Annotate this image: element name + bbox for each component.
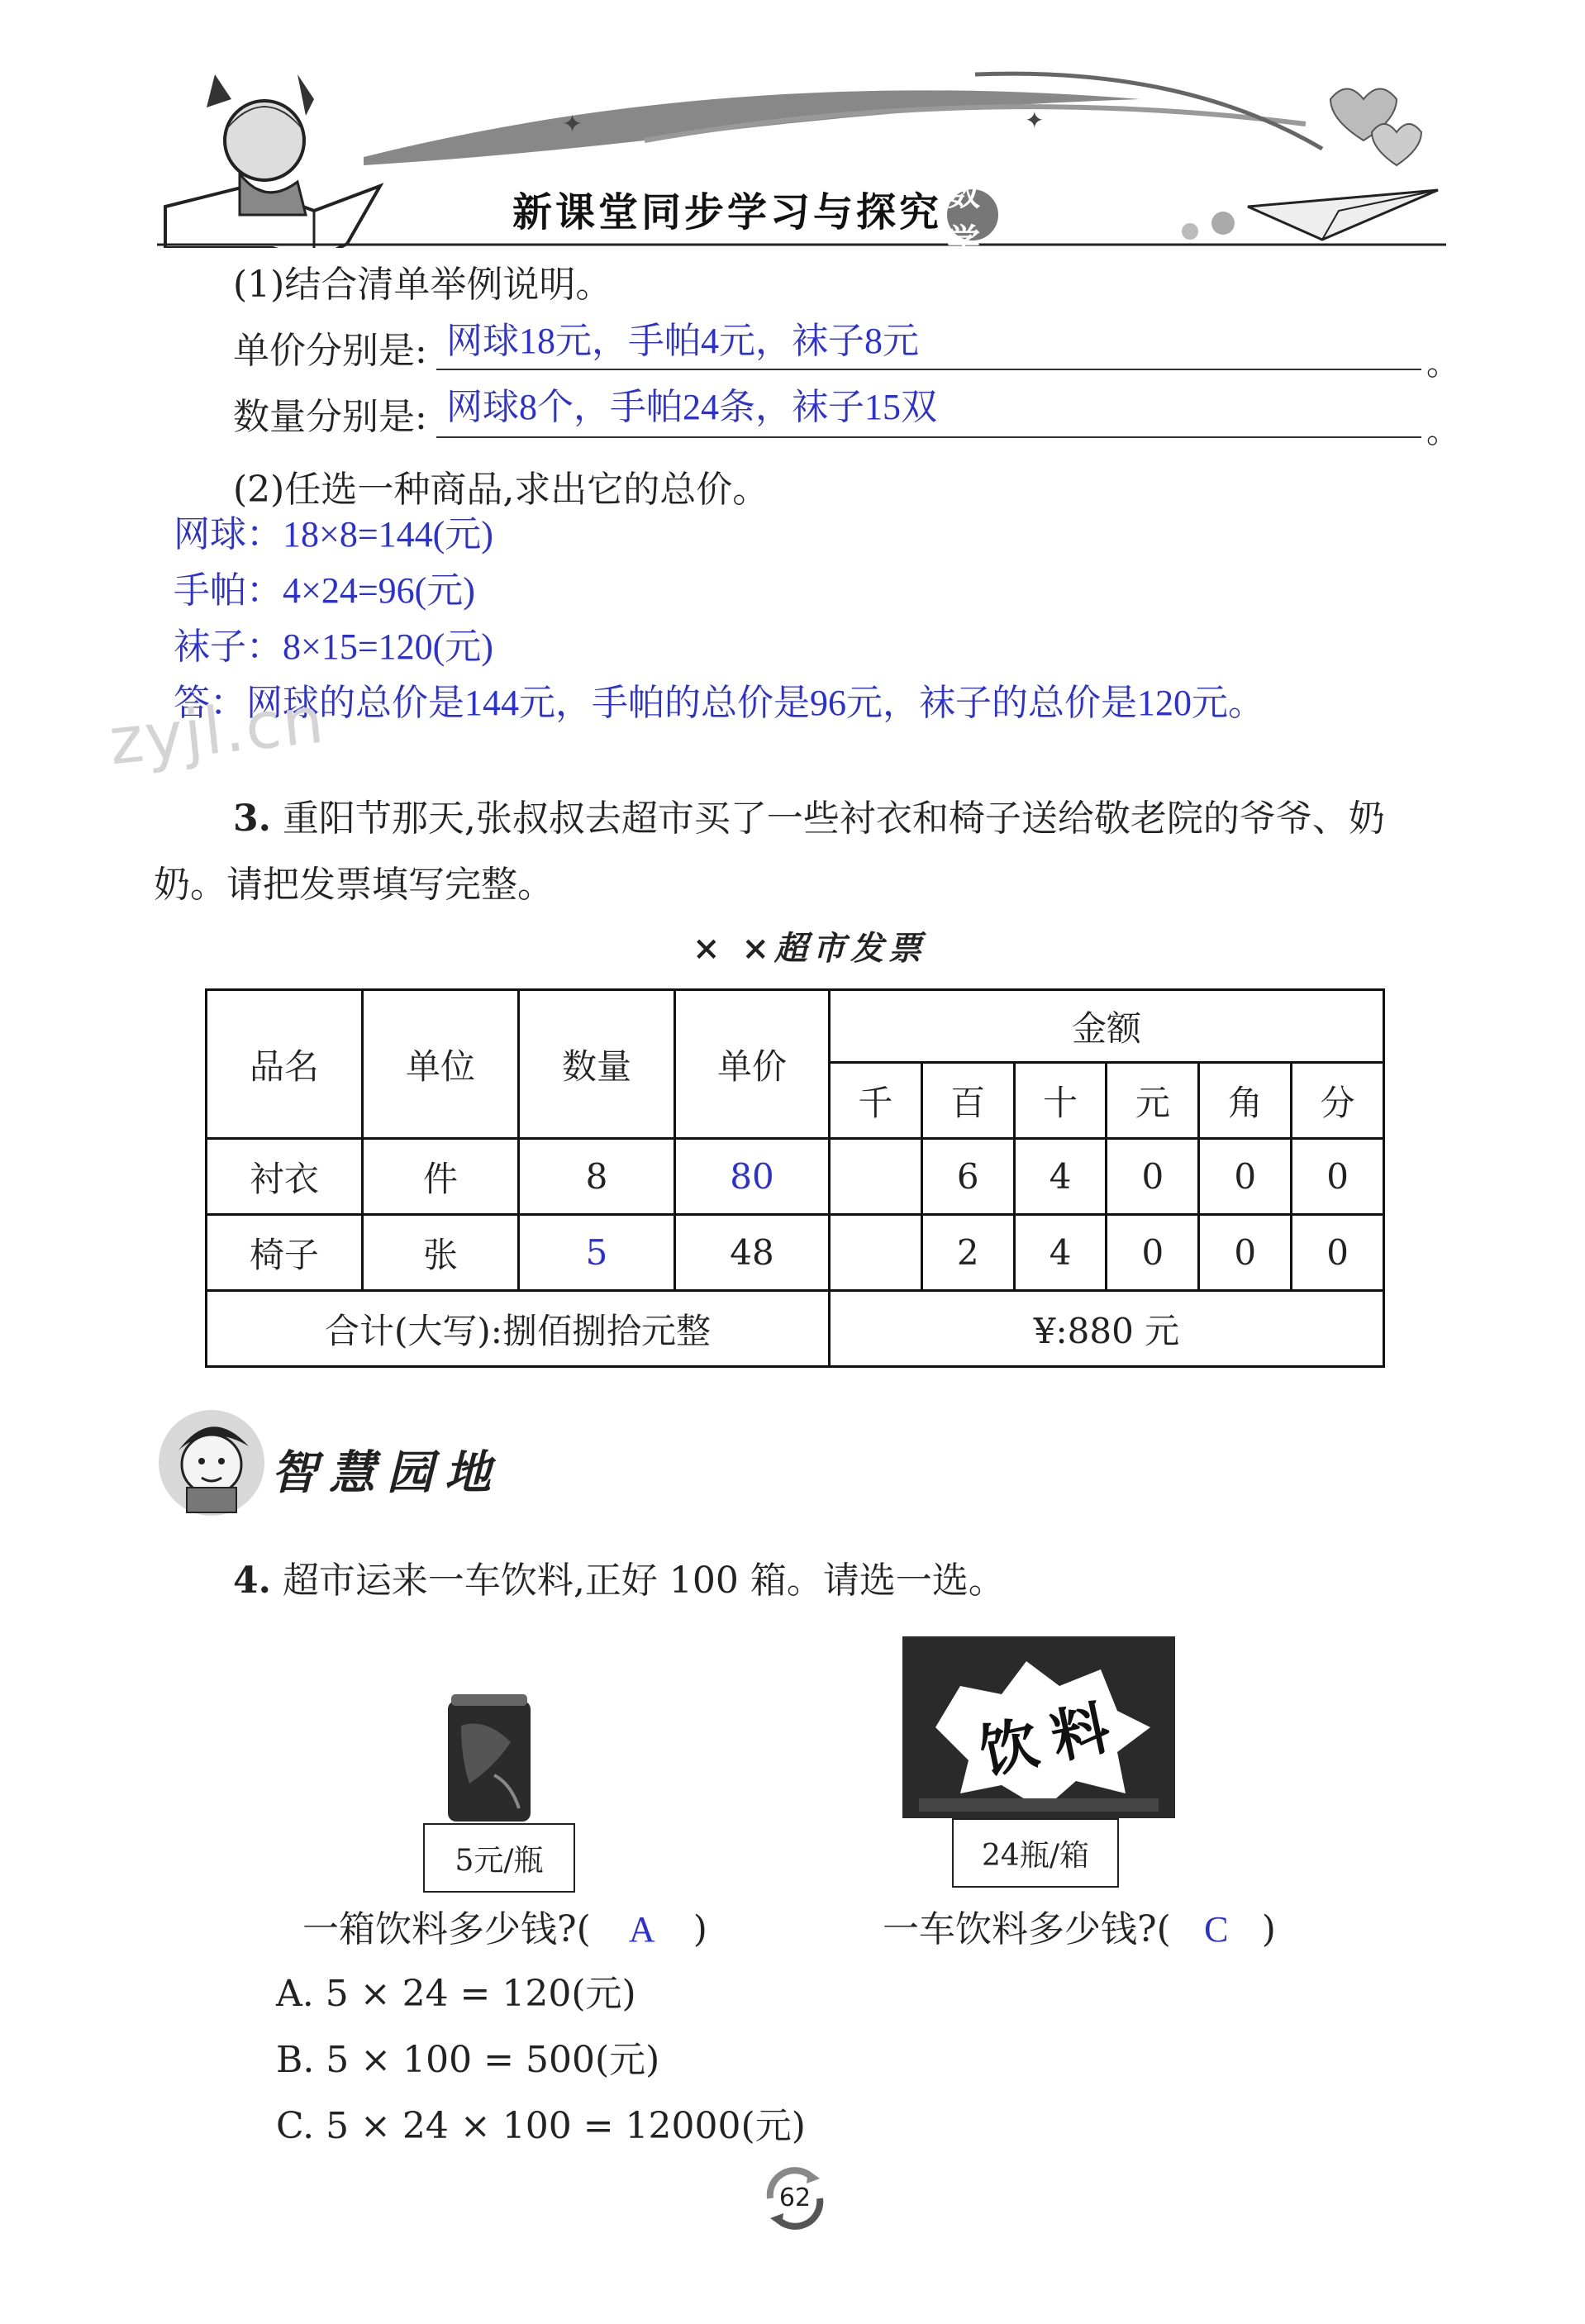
close-paren: ) [693,1908,707,1950]
page-number: 62 [778,2184,812,2212]
header-title [512,175,998,260]
cell-digit: 0 [1107,1215,1199,1291]
q3-text-line2: 奶。请把发票填写完整。 [154,864,554,906]
cell-digit: 6 [921,1139,1014,1215]
answer1: A [628,1909,655,1950]
answer-conclusion: 答：网球的总价是144元，手帕的总价是96元，袜子的总价是120元。 [174,683,1264,723]
header-amount: 金额 [830,990,1384,1063]
invoice-title: × ×超市发票 [693,929,926,968]
svg-text:✦: ✦ [562,110,583,139]
unit-price-label: 单价分别是: [233,330,427,372]
amount-col-header: 百 [921,1063,1014,1139]
cell-digit: 0 [1292,1215,1384,1291]
question-one-box-cost [302,1899,707,1952]
q3-text: 重阳节那天,张叔叔去超市买了一些衬衣和椅子送给敬老院的爷爷、奶 [282,798,1385,840]
amount-col-header: 角 [1199,1063,1292,1139]
drink-box [902,1636,1175,1818]
total-value: ¥:880 元 [830,1291,1384,1367]
header-title-text: 新课堂同步学习与探究 [512,189,943,236]
option-b: B. 5 × 100 = 500(元) [276,2039,660,2081]
answer-line: 手帕：4×24=96(元) [174,570,475,611]
amount-col-header: 十 [1014,1063,1107,1139]
amount-col-header: 元 [1107,1063,1199,1139]
cell-digit: 0 [1199,1215,1292,1291]
option-a: A. 5 × 24 = 120(元) [276,1973,636,2015]
q3-text-line1 [233,788,1385,841]
quantity-label: 数量分别是: [233,396,427,438]
invoice-table [205,988,1385,1368]
cell-digit: 0 [1292,1139,1384,1215]
page-number-badge [754,2165,836,2231]
q4-text-line [233,1550,1005,1603]
svg-text:✦: ✦ [1025,107,1045,134]
close-paren: ) [1261,1908,1276,1950]
question2-text: 一车饮料多少钱?( [883,1908,1171,1950]
cell-digit: 4 [1014,1139,1107,1215]
question-truck-cost [883,1899,1276,1952]
can-price-label: 5元/瓶 [423,1823,575,1893]
unit-price-period: 。 [1426,345,1459,383]
total-row [207,1291,1384,1367]
q2-part2-prompt: (2)任选一种商品,求出它的总价。 [233,469,769,511]
quantity-period: 。 [1426,412,1459,450]
unit-price-underline [436,369,1421,370]
answer-line: 网球：18×8=144(元) [174,514,493,555]
page-header [149,50,1454,260]
box-quantity-label: 24瓶/箱 [952,1818,1119,1888]
box-text: 饮料 [973,1690,1130,1788]
question1-text: 一箱饮料多少钱?( [302,1908,591,1950]
amount-col-header: 分 [1292,1063,1384,1139]
cell-digit: 0 [1199,1139,1292,1215]
unit-price-answer: 网球18元，手帕4元，袜子8元 [446,321,919,361]
cell-name: 椅子 [207,1215,363,1291]
header-qty: 数量 [519,990,675,1139]
watermark: zyjl.cn [106,683,329,780]
cell-digit [830,1215,922,1291]
q4-number: 4. [233,1560,271,1602]
cell-unit: 张 [363,1215,519,1291]
cell-name: 衬衣 [207,1139,363,1215]
answer-line: 袜子：8×15=120(元) [174,626,493,667]
q2-part1-prompt: (1)结合清单举例说明。 [233,264,612,306]
amount-col-header: 千 [830,1063,922,1139]
cell-digit: 0 [1107,1139,1199,1215]
q4-text: 超市运来一车饮料,正好 100 箱。请选一选。 [282,1560,1005,1602]
cell-qty-answer: 5 [519,1215,675,1291]
table-row [207,1139,1384,1215]
cell-unit: 件 [363,1139,519,1215]
header-name: 品名 [207,990,363,1139]
q3-number: 3. [233,798,271,840]
quantity-answer: 网球8个，手帕24条，袜子15双 [446,387,937,427]
section-title: 智慧园地 [271,1446,502,1500]
cell-digit [830,1139,922,1215]
table-row [207,1215,1384,1291]
answer2: C [1204,1909,1229,1950]
header-price: 单价 [675,990,830,1139]
cell-digit: 2 [921,1215,1014,1291]
drink-can-icon [445,1693,535,1825]
header-unit: 单位 [363,990,519,1139]
quantity-underline [436,436,1421,438]
section-header [154,1405,732,1521]
cell-price-answer: 80 [675,1139,830,1215]
cell-qty: 8 [519,1139,675,1215]
cell-digit: 4 [1014,1215,1107,1291]
header-subject: 数学 [947,189,998,240]
option-c: C. 5 × 24 × 100 = 12000(元) [276,2105,806,2147]
cell-price: 48 [675,1215,830,1291]
total-label: 合计(大写):捌佰捌拾元整 [207,1291,830,1367]
boy-mascot-icon [154,1405,269,1521]
